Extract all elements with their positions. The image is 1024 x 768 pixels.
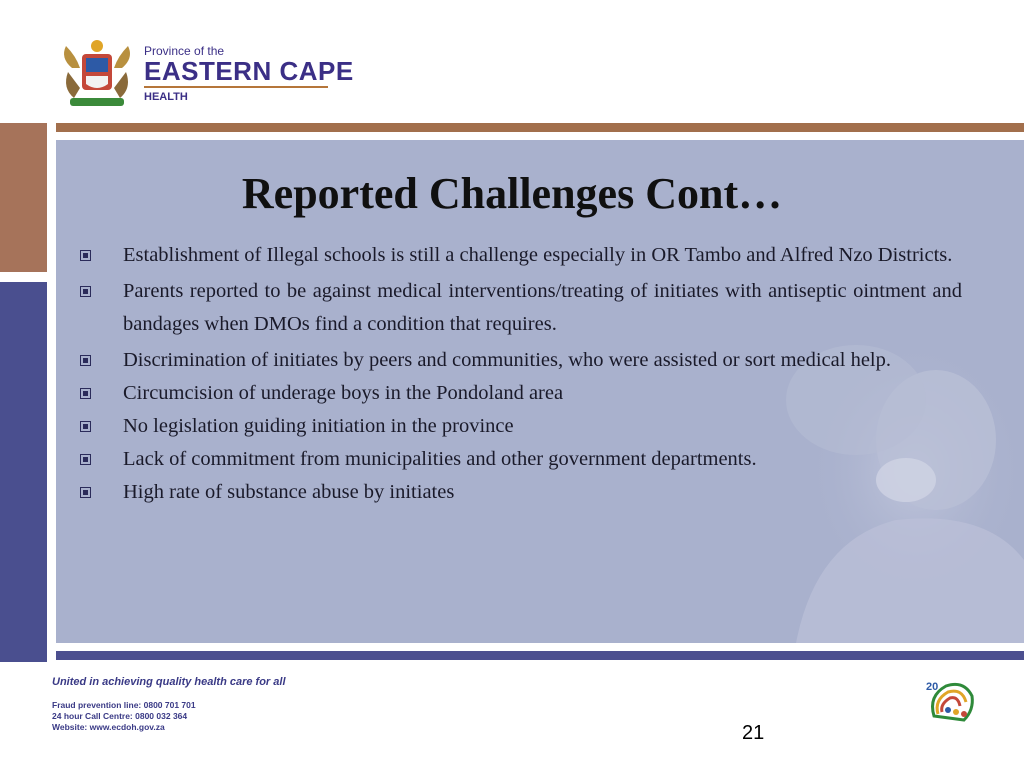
call-centre-line: 24 hour Call Centre: 0800 032 364	[52, 711, 188, 721]
list-item	[80, 275, 962, 341]
left-blue-bar	[0, 277, 47, 662]
bullet-box-icon	[80, 454, 91, 465]
list-item	[80, 413, 962, 440]
bullet-text: Circumcision of underage boys in the Pondoland area	[123, 382, 564, 404]
province-name: EASTERN CAPE	[144, 56, 354, 86]
list-item	[80, 347, 962, 374]
bullet-box-icon	[80, 286, 91, 297]
slide-title: Reported Challenges Cont…	[241, 169, 783, 218]
anniversary-number: 20	[926, 681, 939, 693]
footer-motto: United in achieving quality health care for all	[52, 676, 286, 688]
list-item	[80, 380, 962, 407]
top-accent-band	[56, 123, 1024, 132]
list-item	[80, 242, 962, 269]
anniversary-logo	[924, 676, 976, 726]
page-number: 21	[742, 722, 765, 744]
bullet-text: No legislation guiding initiation in the province	[123, 415, 514, 437]
bullet-box-icon	[80, 250, 91, 261]
bullet-text: Establishment of Illegal schools is still a challenge especially in OR Tambo and Alfred Nzo Districts.	[123, 244, 953, 266]
website-line: Website: www.ecdoh.gov.za	[52, 722, 165, 732]
province-line: Province of the	[144, 44, 225, 58]
bullet-text: Lack of commitment from municipalities and other government departments.	[123, 448, 757, 470]
bullet-box-icon	[80, 388, 91, 399]
bullet-text: Discrimination of initiates by peers and communities, who were assisted or sort medical help.	[123, 349, 891, 371]
coat-of-arms-logo	[52, 38, 142, 110]
fraud-line: Fraud prevention line: 0800 701 701	[52, 700, 196, 710]
bullet-box-icon	[80, 355, 91, 366]
footer-info	[52, 676, 286, 733]
list-item	[80, 479, 962, 506]
bullet-text: High rate of substance abuse by initiates	[123, 481, 455, 503]
bullet-text: Parents reported to be against medical interventions/treating of initiates with antiseptic ointment and bandages when DMOs find a condition that requires.	[123, 280, 962, 335]
bullet-box-icon	[80, 421, 91, 432]
challenges-list	[80, 242, 962, 512]
bottom-accent-band	[56, 651, 1024, 660]
wordmark-rule	[144, 86, 328, 88]
bullet-box-icon	[80, 487, 91, 498]
left-bar-gap	[0, 272, 47, 282]
list-item	[80, 446, 962, 473]
department-name: HEALTH	[144, 91, 188, 103]
department-wordmark	[144, 44, 354, 103]
